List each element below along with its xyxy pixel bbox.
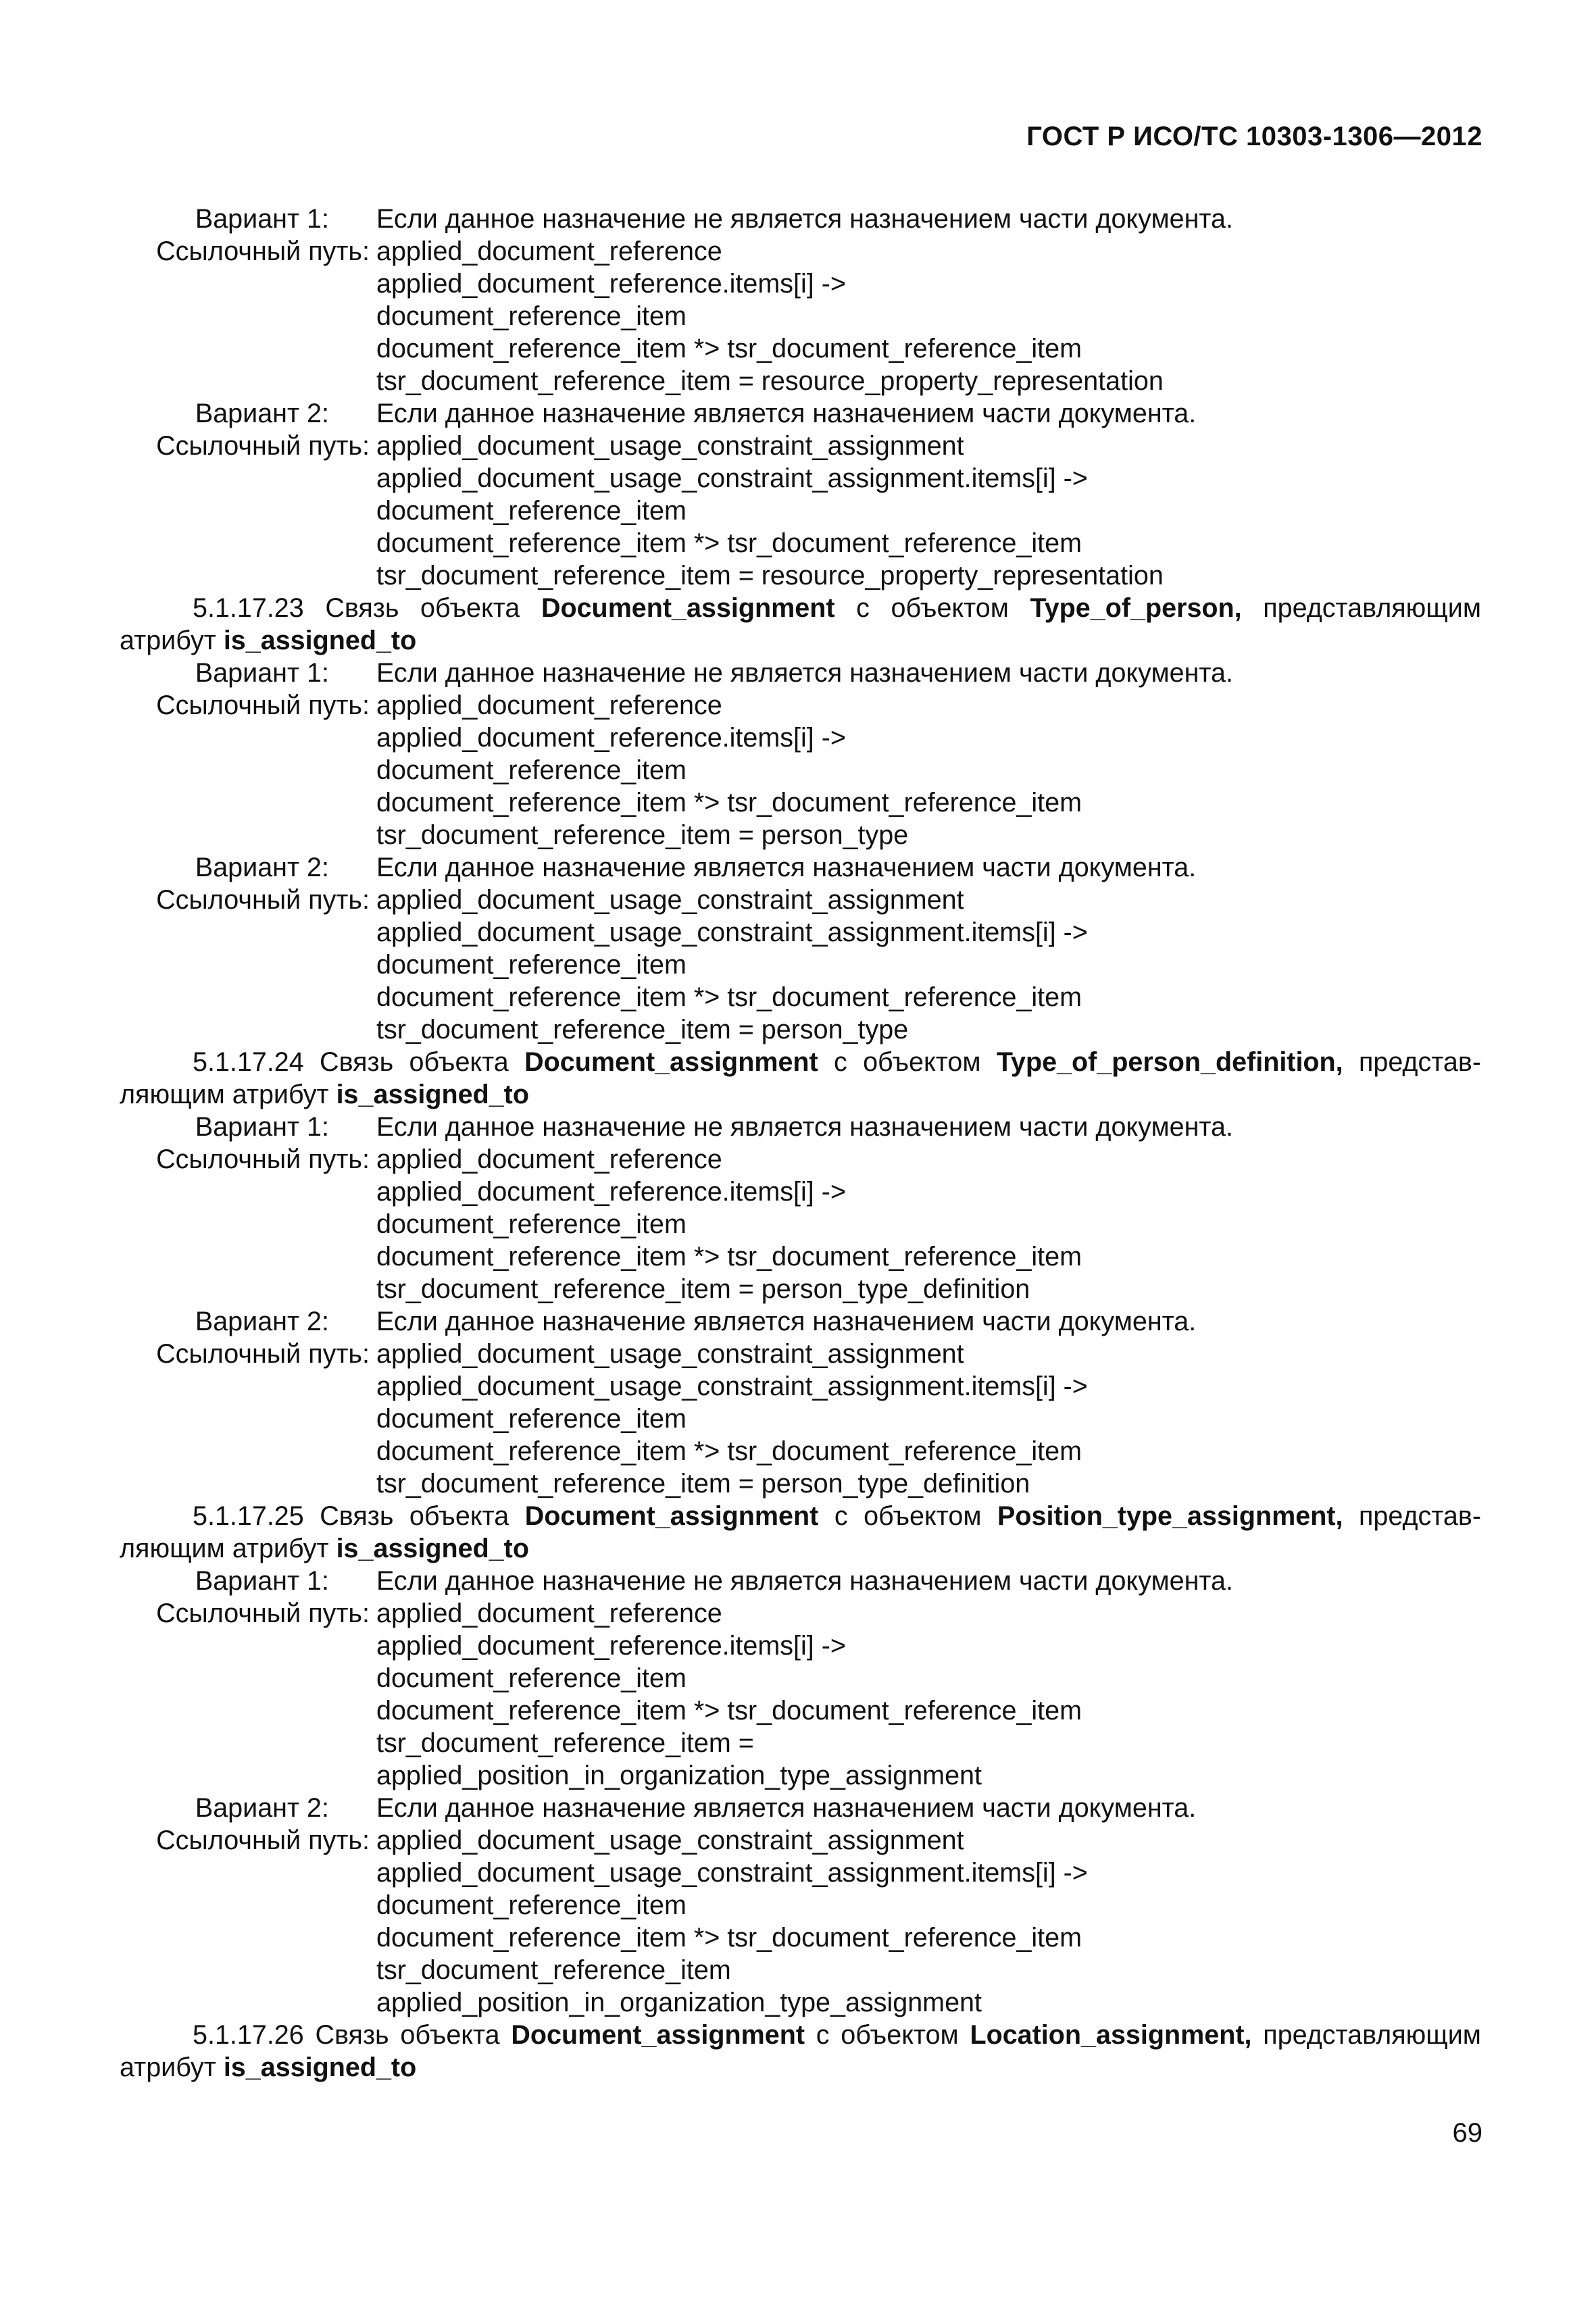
clause-heading-line2: [120, 2051, 1481, 2084]
entity-name: Type_of_person,: [1030, 593, 1242, 623]
row-text: applied_document_usage_constraint_assignment.items[i] ->: [376, 917, 1088, 947]
row-text: applied_document_usage_constraint_assignment: [376, 430, 964, 461]
clause-text: Связь объекта: [325, 593, 520, 623]
row-label: Вариант 2:: [195, 1792, 329, 1823]
variant-row: [120, 365, 1481, 397]
clause-text: с объектом: [816, 2020, 959, 2050]
row-text: applied_document_usage_constraint_assignment.items[i] ->: [376, 1371, 1088, 1401]
row-text: document_reference_item *> tsr_document_reference_item: [376, 1436, 1082, 1466]
variant-row: [120, 300, 1481, 332]
row-text: document_reference_item *> tsr_document_reference_item: [376, 982, 1082, 1012]
variant-row: [120, 1597, 1481, 1630]
clause-text: с объектом: [834, 1047, 981, 1077]
row-label: Вариант 1:: [195, 1565, 329, 1596]
row-label: Вариант 1:: [195, 657, 329, 688]
clause-heading: [120, 592, 1481, 657]
variant-row: [120, 430, 1481, 462]
clause-heading-line2: [120, 1078, 1481, 1111]
variant-row: [120, 1662, 1481, 1694]
variant-row: [120, 981, 1481, 1013]
row-text: tsr_document_reference_item = person_type_definition: [376, 1468, 1030, 1499]
attribute-name: is_assigned_to: [336, 1080, 529, 1109]
attribute-name: is_assigned_to: [223, 626, 417, 655]
row-text: tsr_document_reference_item =: [376, 1728, 754, 1758]
variant-row: [120, 559, 1481, 592]
variant-row: [120, 332, 1481, 365]
clause-text: атрибут: [120, 626, 216, 655]
entity-name: Position_type_assignment,: [997, 1501, 1343, 1531]
row-text: document_reference_item *> tsr_document_reference_item: [376, 1241, 1082, 1272]
clause-heading: [120, 1046, 1481, 1111]
entity-name: Type_of_person_definition,: [996, 1047, 1343, 1077]
row-text: applied_position_in_organization_type_assignment: [376, 1760, 982, 1790]
row-text: Если данное назначение является назначением части документа.: [376, 1792, 1197, 1823]
row-text: tsr_document_reference_item: [376, 1955, 731, 1985]
variant-row: [120, 1176, 1481, 1208]
row-text: document_reference_item: [376, 1890, 687, 1920]
variant-row: [120, 397, 1481, 430]
clause-text: представ-: [1358, 1501, 1481, 1531]
variant-row: [120, 1435, 1481, 1467]
row-text: document_reference_item *> tsr_document_reference_item: [376, 333, 1082, 363]
row-label: Ссылочный путь:: [156, 690, 370, 720]
row-text: document_reference_item *> tsr_document_reference_item: [376, 1922, 1082, 1953]
row-text: applied_document_reference.items[i] ->: [376, 268, 846, 299]
row-label: Вариант 1:: [195, 203, 329, 234]
row-text: Если данное назначение не является назначением части документа.: [376, 203, 1233, 234]
row-text: applied_document_usage_constraint_assignment: [376, 1825, 964, 1855]
variant-row: [120, 495, 1481, 527]
clause-heading-line1: [120, 1500, 1481, 1532]
variant-row: [120, 1370, 1481, 1403]
row-label: Ссылочный путь:: [156, 1338, 370, 1369]
clause-text: атрибут: [120, 2053, 216, 2082]
clause-heading-line2: [120, 1532, 1481, 1565]
row-label: Ссылочный путь:: [156, 430, 370, 461]
row-text: applied_document_usage_constraint_assignment: [376, 884, 964, 915]
entity-name: Location_assignment,: [970, 2020, 1252, 2050]
page-number: 69: [1452, 2118, 1482, 2148]
variant-row: [120, 1467, 1481, 1500]
clause-text: представляющим: [1263, 2020, 1481, 2050]
variant-row: [120, 462, 1481, 495]
variant-row: [120, 1403, 1481, 1435]
row-label: Ссылочный путь:: [156, 884, 370, 915]
row-text: document_reference_item: [376, 495, 687, 526]
variant-row: [120, 235, 1481, 268]
clause-text: представляющим: [1263, 593, 1481, 623]
variant-row: [120, 1111, 1481, 1143]
row-text: document_reference_item *> tsr_document_reference_item: [376, 528, 1082, 558]
entity-name: Document_assignment: [524, 1501, 819, 1531]
variant-row: [120, 1143, 1481, 1176]
row-text: tsr_document_reference_item = person_type: [376, 1014, 909, 1045]
variant-row: [120, 1986, 1481, 2019]
clause-text: Связь объекта: [320, 1047, 509, 1077]
clause-text: представ-: [1358, 1047, 1481, 1077]
row-text: Если данное назначение является назначением части документа.: [376, 852, 1197, 882]
variant-row: [120, 1305, 1481, 1338]
row-text: document_reference_item: [376, 1663, 687, 1693]
variant-row: [120, 754, 1481, 786]
row-text: applied_document_usage_constraint_assignment: [376, 1338, 964, 1369]
page-content: [120, 203, 1481, 2084]
entity-name: Document_assignment: [541, 593, 835, 623]
row-label: Ссылочный путь:: [156, 1144, 370, 1174]
variant-row: [120, 1338, 1481, 1370]
row-label: Вариант 1:: [195, 1111, 329, 1142]
entity-name: Document_assignment: [511, 2020, 805, 2050]
row-text: applied_document_reference.items[i] ->: [376, 1630, 846, 1661]
variant-row: [120, 527, 1481, 559]
attribute-name: is_assigned_to: [223, 2053, 417, 2082]
row-text: document_reference_item *> tsr_document_reference_item: [376, 1695, 1082, 1726]
variant-row: [120, 1013, 1481, 1046]
clause-heading: [120, 2019, 1481, 2084]
clause-heading-line1: [120, 1046, 1481, 1078]
row-text: tsr_document_reference_item = resource_property_representation: [376, 560, 1164, 590]
variant-row: [120, 203, 1481, 235]
variant-row: [120, 689, 1481, 722]
row-text: tsr_document_reference_item = person_type_definition: [376, 1274, 1030, 1304]
variant-row: [120, 884, 1481, 916]
variant-row: [120, 916, 1481, 949]
variant-row: [120, 786, 1481, 819]
variant-row: [120, 722, 1481, 754]
clause-number: 5.1.17.26: [193, 2020, 304, 2050]
variant-row: [120, 657, 1481, 689]
row-text: applied_document_reference: [376, 690, 722, 720]
variant-row: [120, 1792, 1481, 1824]
variant-row: [120, 1889, 1481, 1921]
row-label: Ссылочный путь:: [156, 236, 370, 266]
variant-row: [120, 819, 1481, 851]
row-text: document_reference_item: [376, 1209, 687, 1239]
row-label: Ссылочный путь:: [156, 1825, 370, 1855]
variant-row: [120, 1273, 1481, 1305]
row-text: applied_document_usage_constraint_assignment.items[i] ->: [376, 1857, 1088, 1888]
variant-row: [120, 1921, 1481, 1954]
variant-row: [120, 851, 1481, 884]
row-label: Ссылочный путь:: [156, 1598, 370, 1628]
entity-name: Document_assignment: [524, 1047, 818, 1077]
row-text: document_reference_item *> tsr_document_reference_item: [376, 787, 1082, 818]
variant-row: [120, 1727, 1481, 1759]
row-text: Если данное назначение не является назначением части документа.: [376, 1111, 1233, 1142]
variant-row: [120, 1857, 1481, 1889]
row-text: document_reference_item: [376, 755, 687, 785]
row-text: tsr_document_reference_item = person_type: [376, 820, 909, 850]
row-text: applied_document_reference.items[i] ->: [376, 722, 846, 753]
clause-heading-line1: [120, 592, 1481, 624]
clause-heading: [120, 1500, 1481, 1565]
variant-row: [120, 1208, 1481, 1240]
clause-text: ляющим атрибут: [120, 1534, 329, 1563]
clause-number: 5.1.17.24: [193, 1047, 304, 1077]
variant-row: [120, 1694, 1481, 1727]
row-text: applied_document_reference.items[i] ->: [376, 1176, 846, 1207]
row-text: Если данное назначение является назначением части документа.: [376, 1306, 1197, 1336]
variant-row: [120, 1565, 1481, 1597]
variant-row: [120, 268, 1481, 300]
variant-row: [120, 949, 1481, 981]
clause-text: с объектом: [834, 1501, 982, 1531]
row-label: Вариант 2:: [195, 398, 329, 428]
variant-row: [120, 1824, 1481, 1857]
row-text: applied_document_reference: [376, 1598, 722, 1628]
clause-number: 5.1.17.23: [193, 593, 304, 623]
row-text: applied_document_reference: [376, 236, 722, 266]
clause-text: ляющим атрибут: [120, 1080, 329, 1109]
document-code-header: ГОСТ Р ИСО/ТС 10303-1306—2012: [1026, 122, 1482, 151]
clause-number: 5.1.17.25: [193, 1501, 304, 1531]
row-text: Если данное назначение не является назначением части документа.: [376, 1565, 1233, 1596]
variant-row: [120, 1240, 1481, 1273]
row-text: document_reference_item: [376, 1403, 687, 1434]
row-text: applied_document_reference: [376, 1144, 722, 1174]
row-text: applied_position_in_organization_type_assignment: [376, 1987, 982, 2017]
row-text: Если данное назначение не является назначением части документа.: [376, 657, 1233, 688]
variant-row: [120, 1630, 1481, 1662]
row-label: Вариант 2:: [195, 852, 329, 882]
clause-text: с объектом: [856, 593, 1009, 623]
row-text: applied_document_usage_constraint_assignment.items[i] ->: [376, 463, 1088, 493]
row-text: Если данное назначение является назначением части документа.: [376, 398, 1197, 428]
row-text: tsr_document_reference_item = resource_property_representation: [376, 366, 1164, 396]
clause-heading-line2: [120, 624, 1481, 657]
variant-row: [120, 1759, 1481, 1792]
clause-text: Связь объекта: [315, 2020, 500, 2050]
row-text: document_reference_item: [376, 301, 687, 331]
attribute-name: is_assigned_to: [336, 1534, 529, 1563]
row-text: document_reference_item: [376, 949, 687, 980]
row-label: Вариант 2:: [195, 1306, 329, 1336]
clause-heading-line1: [120, 2019, 1481, 2051]
variant-row: [120, 1954, 1481, 1986]
clause-text: Связь объекта: [320, 1501, 509, 1531]
